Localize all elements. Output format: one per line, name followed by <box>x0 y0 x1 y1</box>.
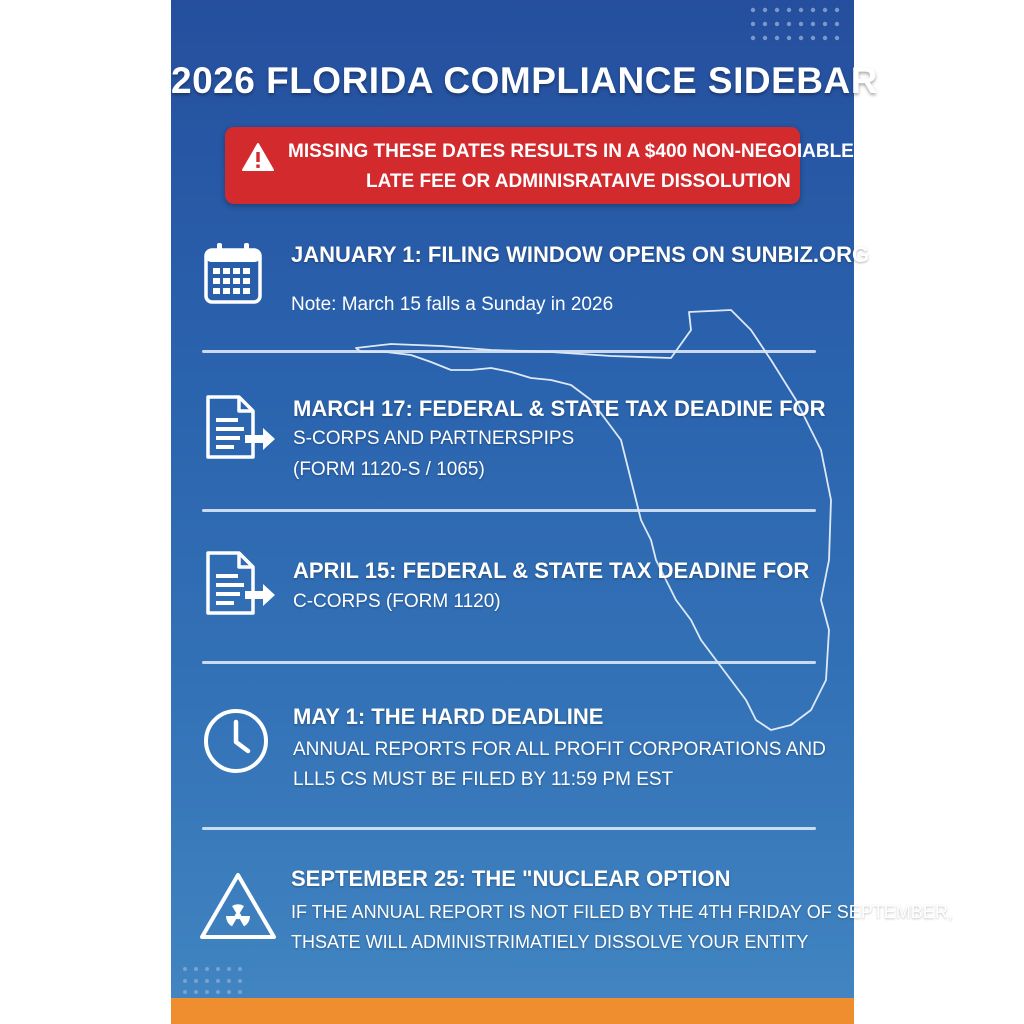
section-text-september-line-1: IF THE ANNUAL REPORT IS NOT FILED BY THE 4TH FRIDAY OF SEPTEMBER, <box>291 902 953 922</box>
section-text-march-line-2: (FORM 1120-S / 1065) <box>293 459 485 480</box>
dot-pattern-bottom-left <box>181 965 261 995</box>
clock-icon <box>202 707 270 775</box>
section-heading-march: MARCH 17: FEDERAL & STATE TAX DEADINE FOR <box>293 396 826 421</box>
section-text-may-line-1: ANNUAL REPORTS FOR ALL PROFIT CORPORATIONS AND <box>293 739 826 760</box>
divider <box>202 509 816 512</box>
dot-pattern-top-right <box>749 6 849 42</box>
calendar-icon <box>203 241 263 305</box>
document-arrow-icon <box>205 550 277 616</box>
radiation-warning-icon <box>199 871 277 941</box>
section-heading-september: SEPTEMBER 25: THE "NUCLEAR OPTION <box>291 866 731 891</box>
late-fee-alert-banner <box>225 127 854 204</box>
accent-bar <box>171 998 854 1024</box>
section-heading-january: JANUARY 1: FILING WINDOW OPENS ON SUNBIZ.ORG <box>291 242 870 267</box>
section-heading-april: APRIL 15: FEDERAL & STATE TAX DEADINE FOR <box>293 558 810 583</box>
warning-icon <box>241 142 275 172</box>
page-title: 2026 FLORIDA COMPLIANCE SIDEBAR <box>171 60 878 101</box>
florida-map-outline <box>351 300 831 740</box>
section-text-may-line-2: LLL5 CS MUST BE FILED BY 11:59 PM EST <box>293 769 674 790</box>
divider <box>202 350 816 353</box>
section-text-april-line-1: C-CORPS (FORM 1120) <box>293 591 501 612</box>
section-heading-may: MAY 1: THE HARD DEADLINE <box>293 704 604 729</box>
document-arrow-icon <box>205 394 277 460</box>
alert-text-line-1: MISSING THESE DATES RESULTS IN A $400 NON-NEGOIABLE <box>288 141 854 162</box>
alert-text-line-2: LATE FEE OR ADMINISRATAIVE DISSOLUTION <box>366 171 791 192</box>
section-text-september-line-2: THSATE WILL ADMINISTRIMATIELY DISSOLVE YOUR ENTITY <box>291 932 809 952</box>
section-note-january: Note: March 15 falls a Sunday in 2026 <box>291 294 614 315</box>
section-text-march-line-1: S-CORPS AND PARTNERSPIPS <box>293 428 575 449</box>
divider <box>202 827 816 830</box>
compliance-poster <box>171 0 953 1024</box>
divider <box>202 661 816 664</box>
